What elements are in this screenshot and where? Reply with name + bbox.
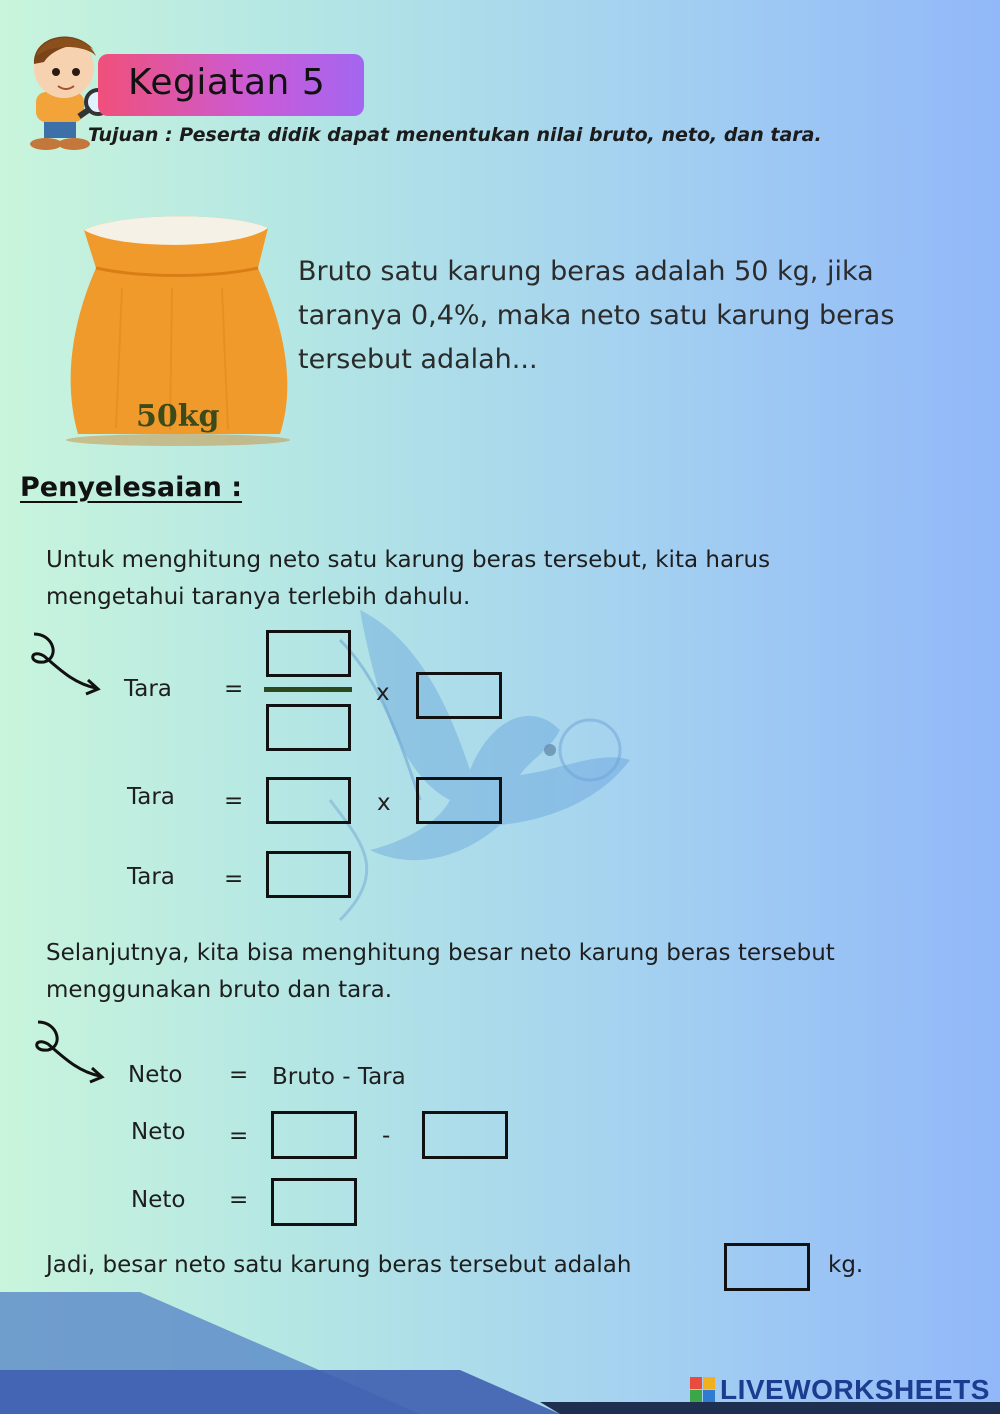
curly-arrow-icon xyxy=(28,1016,108,1086)
equals-sign-5: = xyxy=(229,1123,249,1149)
tara-numerator-box[interactable] xyxy=(266,630,351,677)
transition-text: Selanjutnya, kita bisa menghitung besar neto karung beras tersebut menggunakan bruto dan tara. xyxy=(46,940,835,1003)
tara-label-1: Tara xyxy=(124,676,172,702)
tara-value-box-1[interactable] xyxy=(266,777,351,824)
brand-logo xyxy=(690,1374,990,1406)
equals-sign-6: = xyxy=(229,1187,249,1213)
bird-watermark-icon xyxy=(300,600,680,940)
neto-label-2: Neto xyxy=(131,1119,186,1145)
conclusion-text: Jadi, besar neto satu karung beras tersebut adalah xyxy=(46,1252,632,1278)
neto-formula: Bruto - Tara xyxy=(272,1064,406,1090)
tara-value-box-2[interactable] xyxy=(416,777,502,824)
rice-bag-icon xyxy=(62,208,294,446)
final-answer-box[interactable] xyxy=(724,1243,810,1291)
solution-heading: Penyelesaian : xyxy=(20,472,242,503)
curly-arrow-icon xyxy=(24,628,104,698)
times-sign-1: x xyxy=(376,680,390,706)
tara-multiplier-box[interactable] xyxy=(416,672,502,719)
equals-sign-2: = xyxy=(224,788,244,814)
page-title: Kegiatan 5 xyxy=(128,62,326,103)
unit-label: kg. xyxy=(828,1252,864,1278)
equals-sign-1: = xyxy=(224,676,244,702)
equals-sign-4: = xyxy=(229,1062,249,1088)
tara-result-box[interactable] xyxy=(266,851,351,898)
neto-result-box[interactable] xyxy=(271,1178,357,1226)
tara-label-2: Tara xyxy=(127,784,175,810)
neto-label-3: Neto xyxy=(131,1187,186,1213)
equals-sign-3: = xyxy=(224,866,244,892)
neto-bruto-box[interactable] xyxy=(271,1111,357,1159)
minus-sign: - xyxy=(382,1123,391,1149)
neto-tara-box[interactable] xyxy=(422,1111,508,1159)
bag-label: 50kg xyxy=(136,399,220,434)
objective-text: Tujuan : Peserta didik dapat menentukan nilai bruto, neto, dan tara. xyxy=(88,124,822,146)
neto-label-1: Neto xyxy=(128,1062,183,1088)
tara-label-3: Tara xyxy=(127,864,175,890)
liveworksheets-icon xyxy=(690,1377,716,1403)
question-text: Bruto satu karung beras adalah 50 kg, jika taranya 0,4%, maka neto satu karung beras tersebut adalah... xyxy=(298,256,895,375)
solution-intro: Untuk menghitung neto satu karung beras tersebut, kita harus mengetahui taranya terlebih dahulu. xyxy=(46,547,771,610)
fraction-bar xyxy=(264,687,352,692)
times-sign-2: x xyxy=(377,790,391,816)
tara-denominator-box[interactable] xyxy=(266,704,351,751)
brand-name: LIVEWORKSHEETS xyxy=(720,1374,990,1405)
